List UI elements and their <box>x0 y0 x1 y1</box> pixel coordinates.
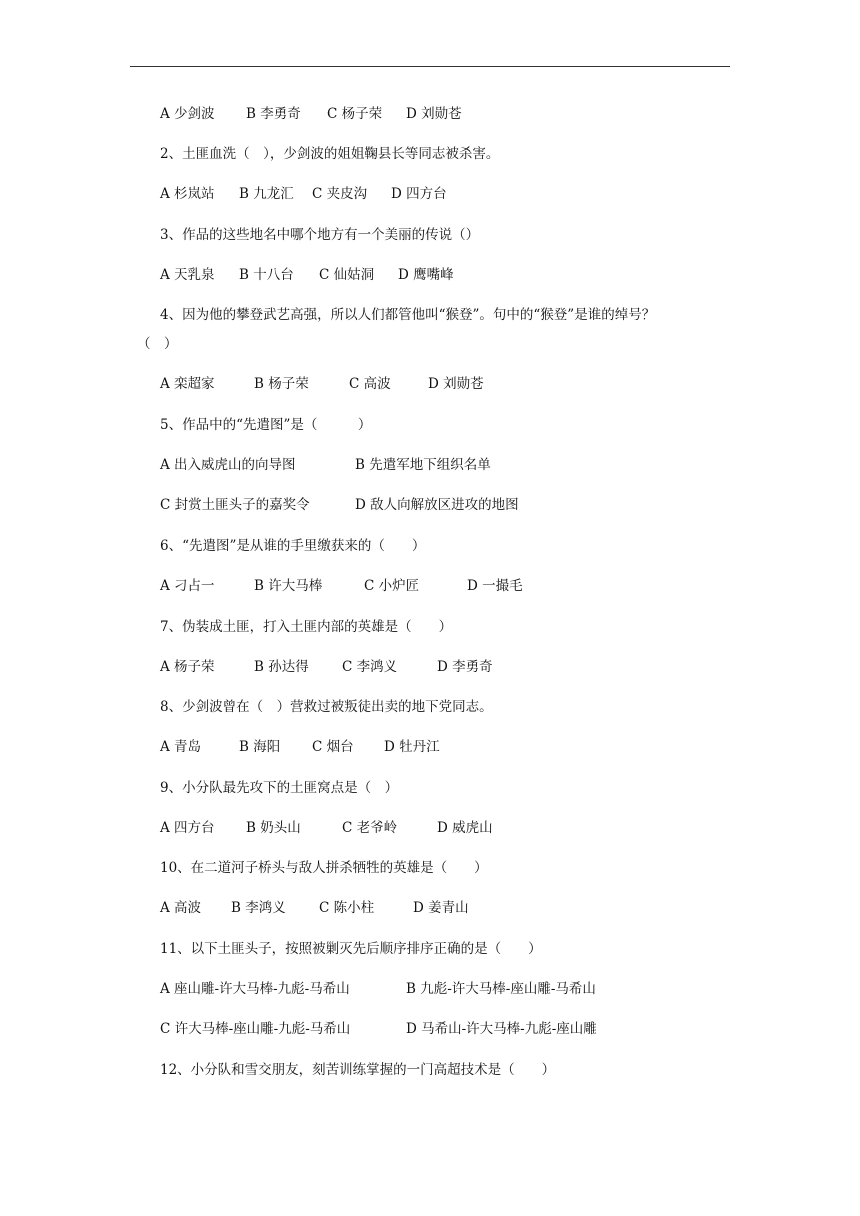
q5-question: 5、作品中的“先遣图”是（ ） <box>160 417 372 433</box>
q7-option-b: B 孙达得 <box>254 659 309 675</box>
q11-option-a: A 座山雕-许大马棒-九彪-马希山 <box>160 981 350 997</box>
q8-option-b: B 海阳 <box>239 739 281 755</box>
q11-question: 11、以下土匪头子，按照被剿灭先后顺序排序正确的是（ ） <box>160 941 542 957</box>
q11-option-b: B 九彪-许大马棒-座山雕-马希山 <box>406 981 596 997</box>
q3-option-c: C 仙姑洞 <box>319 267 375 283</box>
q1-option-d: D 刘勋苍 <box>406 106 462 122</box>
q4-question-line2: （ ） <box>137 336 178 352</box>
q1-option-b: B 李勇奇 <box>246 106 301 122</box>
q4-option-d: D 刘勋苍 <box>428 376 484 392</box>
q9-option-c: C 老爷岭 <box>342 820 398 836</box>
q9-option-a: A 四方台 <box>160 820 215 836</box>
q8-option-d: D 牡丹江 <box>384 739 440 755</box>
q3-option-b: B 十八台 <box>239 267 294 283</box>
q10-option-d: D 姜青山 <box>413 900 469 916</box>
q11-option-d: D 马希山-许大马棒-九彪-座山雕 <box>406 1021 597 1037</box>
q5-option-d: D 敌人向解放区进攻的地图 <box>355 497 519 513</box>
q9-option-b: B 奶头山 <box>246 820 301 836</box>
q2-option-c: C 夹皮沟 <box>312 186 368 202</box>
q5-option-b: B 先遣军地下组织名单 <box>355 457 491 473</box>
q4-option-a: A 栾超家 <box>160 376 215 392</box>
q6-option-c: C 小炉匠 <box>364 578 420 594</box>
q3-option-a: A 天乳泉 <box>160 267 215 283</box>
q10-question: 10、在二道河子桥头与敌人拼杀牺牲的英雄是（ ） <box>160 860 488 876</box>
q9-question: 9、小分队最先攻下的土匪窝点是（ ） <box>160 780 399 796</box>
q1-option-c: C 杨子荣 <box>327 106 383 122</box>
q10-option-c: C 陈小柱 <box>319 900 375 916</box>
q10-option-a: A 高波 <box>160 900 202 916</box>
q3-option-d: D 鹰嘴峰 <box>398 267 454 283</box>
q10-option-b: B 李鸿义 <box>231 900 286 916</box>
q8-option-c: C 烟台 <box>312 739 354 755</box>
q5-option-c: C 封赏土匪头子的嘉奖令 <box>160 497 310 513</box>
q2-option-a: A 杉岚站 <box>160 186 215 202</box>
q7-option-d: D 李勇奇 <box>437 659 493 675</box>
q1-option-a: A 少剑波 <box>160 106 215 122</box>
q4-question-line1: 4、因为他的攀登武艺高强，所以人们都管他叫“猴登”。句中的“猴登”是谁的绰号？ <box>160 307 656 323</box>
q8-question: 8、少剑波曾在（ ）营救过被叛徒出卖的地下党同志。 <box>160 699 493 715</box>
q2-option-d: D 四方台 <box>391 186 447 202</box>
q9-option-d: D 威虎山 <box>437 820 493 836</box>
q8-option-a: A 青岛 <box>160 739 202 755</box>
q6-option-d: D 一撮毛 <box>467 578 523 594</box>
q2-question: 2、土匪血洗（ ），少剑波的姐姐鞠县长等同志被杀害。 <box>160 146 500 162</box>
q6-option-a: A 刁占一 <box>160 578 215 594</box>
q7-option-c: C 李鸿义 <box>342 659 398 675</box>
q4-option-b: B 杨子荣 <box>254 376 309 392</box>
q3-question: 3、作品的这些地名中哪个地方有一个美丽的传说（） <box>160 227 480 243</box>
q5-option-a: A 出入威虎山的向导图 <box>160 457 296 473</box>
q6-question: 6、“先遣图”是从谁的手里缴获来的（ ） <box>160 538 426 554</box>
q12-question: 12、小分队和雪交朋友，刻苦训练掌握的一门高超技术是（ ） <box>160 1062 556 1078</box>
q6-option-b: B 许大马棒 <box>254 578 323 594</box>
q7-question: 7、伪装成土匪，打入土匪内部的英雄是（ ） <box>160 619 453 635</box>
q11-option-c: C 许大马棒-座山雕-九彪-马希山 <box>160 1021 351 1037</box>
q2-option-b: B 九龙汇 <box>239 186 294 202</box>
q7-option-a: A 杨子荣 <box>160 659 215 675</box>
q4-option-c: C 高波 <box>349 376 391 392</box>
